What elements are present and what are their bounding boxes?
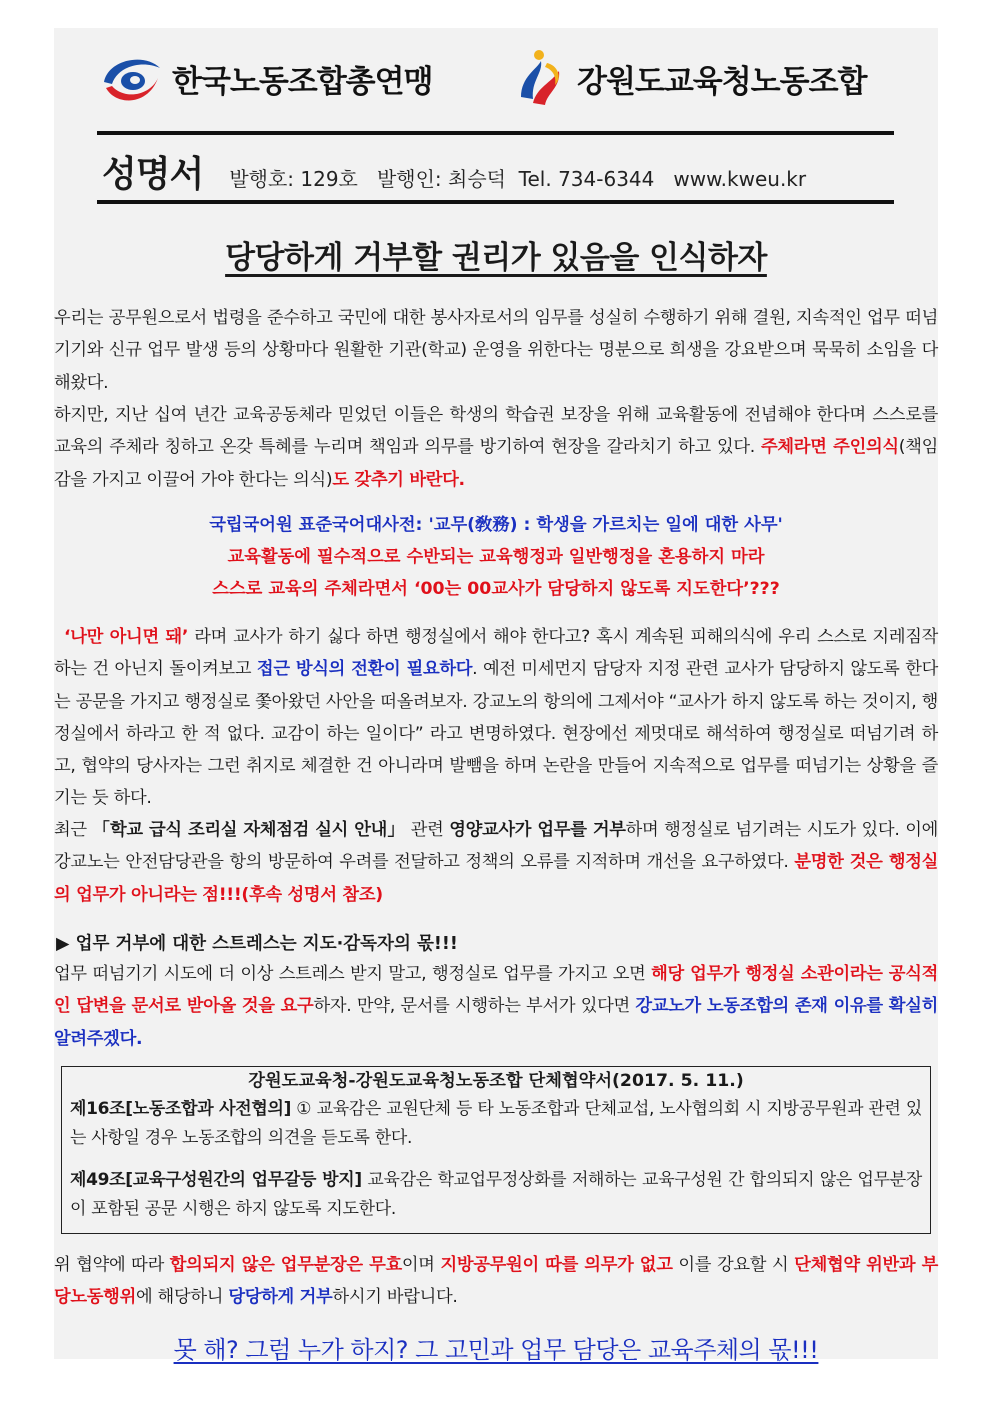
p2-mid: (책임감을 가지고 이끌어 가야 한다는 의식) <box>54 437 938 490</box>
p2-emphasis-2: 도 갖추기 바란다. <box>332 469 465 490</box>
p6-text-4: 에 해당하니 <box>135 1287 229 1308</box>
doc-type-title: 성명서 <box>102 154 204 195</box>
quote-line-1: 국립국어원 표준국어대사전: '교무(敎務) : 학생을 가르치는 일에 대한 사무' <box>209 515 783 535</box>
p2-emphasis-1: 주체라면 주인의식 <box>761 437 899 458</box>
article-16 <box>70 1095 922 1153</box>
paragraph-1: 우리는 공무원으로서 법령을 준수하고 국민에 대한 봉사자로서의 임무를 성실히 수행하기 위해 결원, 지속적인 업무 떠넘기기와 신규 업무 발생 등의 상황마다 원활한 기관(학교) 운영을 위한다는 명분으로 희생을 강요받으며 묵묵히 소임을 다해왔다. <box>54 308 938 393</box>
quote-line-3: 스스로 교육의 주체라면서 ‘00는 00교사가 담당하지 않도록 지도한다’??? <box>212 579 780 599</box>
article-16-body: ① 교육감은 교원단체 등 타 노동조합과 단체교섭, 노사협의회 시 지방공무원과 관련 있는 사항일 경우 노동조합의 의견을 듣도록 한다. <box>70 1099 922 1148</box>
headline: 당당하게 거부할 권리가 있음을 인식하자 <box>225 240 767 276</box>
p6-emphasis-4: 당당하게 거부 <box>228 1287 333 1308</box>
p4-emphasis-2: 영양교사가 업무를 거부 <box>449 820 626 840</box>
article-49 <box>70 1166 922 1224</box>
p2-text: 하지만, 지난 십여 년간 교육공동체라 믿었던 이들은 학생의 학습권 보장을 위해 교육활동에 전념해야 한다며 스스로를 교육의 주체라 칭하고 온갖 특혜를 누리며 책임과 의무를 방기하여 현장을 갈라치기 하고 있다. <box>54 405 938 458</box>
p5-text-1: 업무 떠넘기기 시도에 더 이상 스트레스 받지 말고, 행정실로 업무를 가지고 오면 <box>54 964 652 984</box>
header-rule-top <box>97 131 894 135</box>
p6-text-1: 위 협약에 따라 <box>54 1255 170 1275</box>
article-16-heading: 제16조[노동조합과 사전협의] <box>70 1099 292 1119</box>
paragraph-2 <box>54 399 938 496</box>
paragraph-3 <box>54 621 938 815</box>
paragraph-5 <box>54 958 938 1055</box>
fktu-name: 한국노동조합총연맹 <box>172 63 433 100</box>
p6-text-3: 이를 강요할 시 <box>672 1255 795 1275</box>
p3-emphasis-1: ‘나만 아니면 돼’ <box>64 627 189 647</box>
dictionary-quote <box>54 509 938 605</box>
closing-slogan: 못 해? 그럼 누가 하지? 그 고민과 업무 담당은 교육주체의 몫!!! <box>173 1336 819 1364</box>
p6-text-5: 하시기 바랍니다. <box>332 1287 458 1308</box>
agreement-box <box>61 1066 931 1234</box>
bullet-text: 업무 거부에 대한 스트레스는 지도·감독자의 몫!!! <box>75 934 458 954</box>
p3-text-2: . 예전 미세먼지 담당자 지정 관련 교사가 담당하지 않도록 한다는 공문을 가지고 행정실로 쫓아왔던 사안을 떠올려보자. 강교노의 항의에 그제서야 “교사가 하지 않도록 하는 것이지, 행정실에서 하라고 한 적 없다. 교감이 하는 일이다” 라고 변명하였다. 현장에선 제멋대로 해석하여 행정실로 떠넘기려 하고, 협약의 당사자는 그런 취지로 체결한 건 아니라며 발뺌을 하며 논란을 만들어 지속적으로 업무를 떠넘기는 상황을 즐기는 듯 하다. <box>54 659 939 809</box>
fktu-emblem-icon <box>98 48 164 108</box>
triangle-bullet-icon: ▶ <box>56 934 70 954</box>
quote-line-2: 교육활동에 필수적으로 수반되는 교육행정과 일반행정을 혼용하지 마라 <box>227 547 765 567</box>
issue-meta: 발행호: 129호 발행인: 최승덕 Tel. 734-6344 www.kweu.kr <box>229 167 807 191</box>
kweu-emblem-icon <box>517 47 569 109</box>
p6-emphasis-2: 지방공무원이 따를 의무가 없고 <box>440 1255 673 1275</box>
header-rule-bottom <box>97 200 894 204</box>
article-49-body: 교육감은 학교업무정상화를 저해하는 교육구성원 간 합의되지 않은 업무분장이 포함된 공문 시행은 하지 않도록 지도한다. <box>70 1170 922 1219</box>
article-49-heading: 제49조[교육구성원간의 업무갈등 방지] <box>70 1170 362 1190</box>
issue-row <box>102 146 894 194</box>
paragraph-6 <box>54 1249 938 1314</box>
p4-notice-title: 「학교 급식 조리실 자체점검 실시 안내」 <box>92 820 406 840</box>
p6-emphasis-3: 단체협약 위반과 부당노동행위 <box>54 1255 938 1308</box>
fktu-logo <box>98 48 433 108</box>
agreement-title: 강원도교육청-강원도교육청노동조합 단체협약서(2017. 5. 11.) <box>248 1071 744 1091</box>
p5-text-2: 하자. 만약, 문서를 시행하는 부서가 있다면 <box>313 996 636 1017</box>
p5-emphasis-2: 강교노가 노동조합의 존재 이유를 확실히 알려주겠다. <box>54 996 938 1049</box>
bullet-heading <box>56 930 458 955</box>
p4-text-1: 최근 <box>54 820 93 840</box>
kweu-name: 강원도교육청노동조합 <box>577 63 867 100</box>
p5-emphasis-1: 해당 업무가 행정실 소관이라는 공식적인 답변을 문서로 받아올 것을 요구 <box>54 964 938 1017</box>
p3-emphasis-2: 접근 방식의 전환이 필요하다 <box>256 659 473 680</box>
paragraph-4 <box>54 814 938 911</box>
p4-text-2: 관련 <box>405 820 450 840</box>
kweu-logo <box>517 46 866 110</box>
p6-emphasis-1: 합의되지 않은 업무분장은 무효 <box>169 1255 402 1275</box>
p4-emphasis-3: 분명한 것은 행정실의 업무가 아니라는 점!!!(후속 성명서 참조) <box>54 852 938 905</box>
p4-text-3: 하며 행정실로 넘기려는 시도가 있다. 이에 강교노는 안전담당관을 항의 방문하여 우려를 전달하고 정책의 오류를 지적하며 개선을 요구하였다. <box>54 820 939 873</box>
p6-text-2: 이며 <box>401 1255 441 1275</box>
p3-text-1: 라며 교사가 하기 싫다 하면 행정실에서 해야 한다고? 혹시 계속된 피해의식에 우리 스스로 지레짐작하는 건 아닌지 돌이켜보고 <box>54 627 939 680</box>
